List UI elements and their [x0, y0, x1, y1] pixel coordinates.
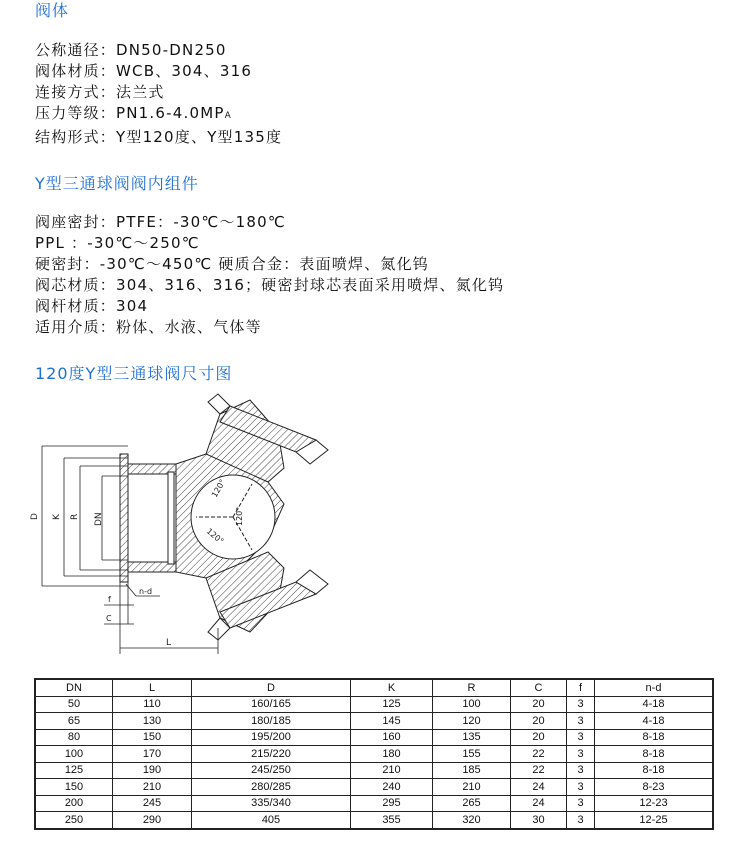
y-valve-dimension-drawing	[28, 392, 348, 662]
dim-label-K: K	[52, 514, 62, 520]
table-row	[35, 713, 713, 730]
dim-label-nd: n-d	[139, 587, 153, 596]
section-heading-valve-body: 阀体	[35, 1, 70, 20]
table-cell: 240	[351, 779, 433, 796]
col-header-DN: DN	[35, 679, 113, 696]
col-header-D: D	[192, 679, 351, 696]
table-cell: 355	[351, 812, 433, 829]
table-cell: 250	[35, 812, 113, 829]
left-flange	[120, 454, 128, 582]
table-cell: 145	[351, 713, 433, 730]
table-cell: 20	[511, 713, 567, 730]
internals-spec-list	[35, 212, 504, 338]
table-cell: 8-18	[595, 746, 714, 763]
angle-label-bottom: 120°	[204, 526, 226, 546]
table-cell: 125	[351, 696, 433, 713]
valve-body-spec-list	[35, 40, 282, 148]
table-cell: 185	[433, 762, 511, 779]
col-header-f: f	[567, 679, 595, 696]
table-row	[35, 762, 713, 779]
table-cell: 125	[35, 762, 113, 779]
spec-line-pressure-rating	[35, 103, 282, 127]
table-cell: 320	[433, 812, 511, 829]
table-cell: 155	[433, 746, 511, 763]
table-cell: 3	[567, 713, 595, 730]
col-header-nd: n-d	[595, 679, 714, 696]
table-cell: 245	[113, 795, 192, 812]
table-cell: 20	[511, 729, 567, 746]
table-cell: 150	[113, 729, 192, 746]
table-cell: 290	[113, 812, 192, 829]
table-cell: 170	[113, 746, 192, 763]
pressure-rating-text: 压力等级：PN1.6-4.0MP	[35, 104, 225, 122]
angle-label-top: 120°	[209, 477, 228, 499]
table-cell: 295	[351, 795, 433, 812]
table-row	[35, 729, 713, 746]
table-cell: 110	[113, 696, 192, 713]
dim-label-C: C	[106, 614, 112, 623]
table-row	[35, 795, 713, 812]
table-cell: 65	[35, 713, 113, 730]
angle-label-right: 120°	[235, 506, 244, 526]
spec-line-medium: 适用介质：粉体、水液、气体等	[35, 318, 262, 336]
table-cell: 150	[35, 779, 113, 796]
table-cell: 130	[113, 713, 192, 730]
section-heading-dimension-drawing: 120度Y型三通球阀尺寸图	[35, 364, 233, 383]
table-cell: 180	[351, 746, 433, 763]
spec-line-structure: 结构形式：Y型120度、Y型135度	[35, 128, 283, 146]
table-cell: 195/200	[192, 729, 351, 746]
table-cell: 3	[567, 812, 595, 829]
table-cell: 210	[433, 779, 511, 796]
col-header-C: C	[511, 679, 567, 696]
table-cell: 160/165	[192, 696, 351, 713]
spec-line-connection: 连接方式：法兰式	[35, 83, 165, 101]
table-cell: 12-25	[595, 812, 714, 829]
dimension-table	[34, 678, 714, 830]
pressure-unit-suffix: A	[224, 111, 232, 121]
left-seat-ring	[168, 472, 174, 564]
table-body	[35, 696, 713, 829]
dim-label-L: L	[166, 638, 172, 648]
table-row	[35, 812, 713, 829]
table-cell: 3	[567, 729, 595, 746]
table-row	[35, 779, 713, 796]
table-cell: 160	[351, 729, 433, 746]
table-cell: 3	[567, 762, 595, 779]
table-cell: 335/340	[192, 795, 351, 812]
spec-line-core-material: 阀芯材质：304、316、316；硬密封球芯表面采用喷焊、氮化钨	[35, 276, 505, 294]
table-cell: 12-23	[595, 795, 714, 812]
table-row	[35, 746, 713, 763]
table-cell: 190	[113, 762, 192, 779]
table-cell: 280/285	[192, 779, 351, 796]
dim-label-DN: DN	[94, 512, 104, 526]
table-cell: 8-23	[595, 779, 714, 796]
table-cell: 100	[433, 696, 511, 713]
spec-line-nominal-diameter: 公称通径：DN50-DN250	[35, 41, 227, 59]
table-cell: 3	[567, 795, 595, 812]
table-header-row	[35, 679, 713, 696]
table-cell: 4-18	[595, 696, 714, 713]
table-cell: 200	[35, 795, 113, 812]
spec-line-body-material: 阀体材质：WCB、304、316	[35, 62, 253, 80]
table-cell: 405	[192, 812, 351, 829]
col-header-L: L	[113, 679, 192, 696]
table-cell: 30	[511, 812, 567, 829]
table-cell: 80	[35, 729, 113, 746]
table-cell: 180/185	[192, 713, 351, 730]
table-cell: 50	[35, 696, 113, 713]
table-cell: 4-18	[595, 713, 714, 730]
table-cell: 265	[433, 795, 511, 812]
section-heading-internals: Y型三通球阀阀内组件	[35, 174, 199, 193]
dim-label-R: R	[70, 513, 80, 520]
table-cell: 210	[113, 779, 192, 796]
spec-line-seat-seal: 阀座密封：PTFE：-30℃～180℃	[35, 213, 286, 231]
col-header-R: R	[433, 679, 511, 696]
table-cell: 3	[567, 696, 595, 713]
table-cell: 245/250	[192, 762, 351, 779]
table-cell: 120	[433, 713, 511, 730]
dim-label-D: D	[30, 513, 40, 520]
table-cell: 24	[511, 779, 567, 796]
col-header-K: K	[351, 679, 433, 696]
table-cell: 24	[511, 795, 567, 812]
table-cell: 100	[35, 746, 113, 763]
spec-line-ppl: PPL ：-30℃～250℃	[35, 234, 200, 252]
table-cell: 210	[351, 762, 433, 779]
table-cell: 8-18	[595, 729, 714, 746]
table-row	[35, 696, 713, 713]
table-cell: 135	[433, 729, 511, 746]
spec-line-hard-seal: 硬密封：-30℃～450℃ 硬质合金：表面喷焊、氮化钨	[35, 255, 429, 273]
table-cell: 3	[567, 746, 595, 763]
table-cell: 22	[511, 746, 567, 763]
table-cell: 3	[567, 779, 595, 796]
table-cell: 215/220	[192, 746, 351, 763]
table-cell: 8-18	[595, 762, 714, 779]
table-cell: 22	[511, 762, 567, 779]
table-cell: 20	[511, 696, 567, 713]
dim-label-f: f	[108, 595, 111, 604]
spec-line-stem-material: 阀杆材质：304	[35, 297, 149, 315]
